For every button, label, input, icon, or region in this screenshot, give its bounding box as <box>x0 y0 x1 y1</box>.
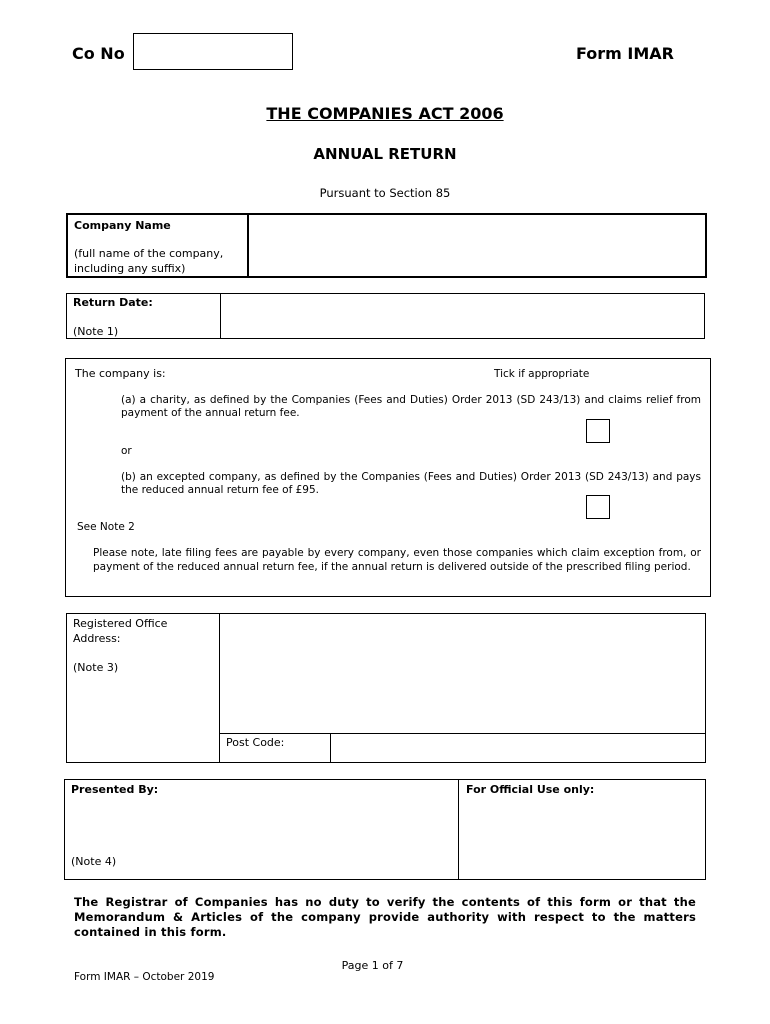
tick-label: Tick if appropriate <box>494 368 590 380</box>
option-b-text: (b) an excepted company, as defined by the Companies (Fees and Duties) Order 2013 (SD 243/13) and pays the reduced annual return fee of £95. <box>121 471 701 496</box>
registered-office-note: (Note 3) <box>73 661 119 674</box>
status-intro: The company is: <box>75 367 166 380</box>
registered-office-label: Registered Office Address: <box>73 617 168 645</box>
see-note-2: See Note 2 <box>77 521 135 533</box>
co-no-label: Co No <box>72 44 125 63</box>
return-date-section <box>66 293 705 339</box>
presented-by-note: (Note 4) <box>71 855 117 868</box>
company-name-hint: (full name of the company, including any suffix) <box>74 247 224 275</box>
return-date-label-cell <box>67 294 221 338</box>
form-date: Form IMAR – October 2019 <box>74 971 215 983</box>
excepted-company-checkbox[interactable] <box>586 495 610 519</box>
option-a-text: (a) a charity, as defined by the Companies (Fees and Duties) Order 2013 (SD 243/13) and claims relief from payment of the annual return fee. <box>121 394 701 419</box>
co-no-input-box[interactable] <box>133 33 293 70</box>
company-name-input[interactable] <box>251 215 705 276</box>
official-use-label: For Official Use only: <box>466 783 595 796</box>
company-name-section <box>66 213 707 278</box>
return-date-input[interactable] <box>222 294 704 338</box>
presented-by-cell <box>65 780 459 879</box>
return-date-label: Return Date: <box>73 296 153 309</box>
charity-checkbox[interactable] <box>586 419 610 443</box>
presented-by-section <box>64 779 706 880</box>
company-status-section <box>65 358 711 597</box>
act-title: THE COMPANIES ACT 2006 <box>266 104 504 123</box>
late-filing-note: Please note, late filing fees are payable by every company, even those companies which claim exception from, or payment of the reduced annual return fee, if the annual return is delivered outside of the prescribed filing period. <box>93 547 701 573</box>
registered-office-label-cell <box>67 614 220 762</box>
or-text: or <box>121 445 132 457</box>
pursuant-text: Pursuant to Section 85 <box>319 186 451 200</box>
presented-by-input[interactable] <box>65 800 457 852</box>
post-code-label: Post Code: <box>226 736 285 749</box>
form-title: ANNUAL RETURN <box>313 145 457 163</box>
registered-office-input[interactable] <box>221 614 705 732</box>
post-code-row <box>220 733 705 762</box>
presented-by-label: Presented By: <box>71 783 159 796</box>
return-date-note: (Note 1) <box>73 325 119 338</box>
registrar-disclaimer: The Registrar of Companies has no duty to verify the contents of this form or that the Memorandum & Articles of the company provide authority with respect to the matters contained in this form. <box>74 895 696 939</box>
form-code: Form IMAR <box>576 44 674 63</box>
company-name-label-cell <box>68 215 249 276</box>
page-number: Page 1 of 7 <box>341 959 404 972</box>
co-no-input[interactable] <box>134 34 292 69</box>
registered-office-section <box>66 613 706 763</box>
post-code-input[interactable] <box>331 734 705 762</box>
company-name-label: Company Name <box>74 219 171 232</box>
